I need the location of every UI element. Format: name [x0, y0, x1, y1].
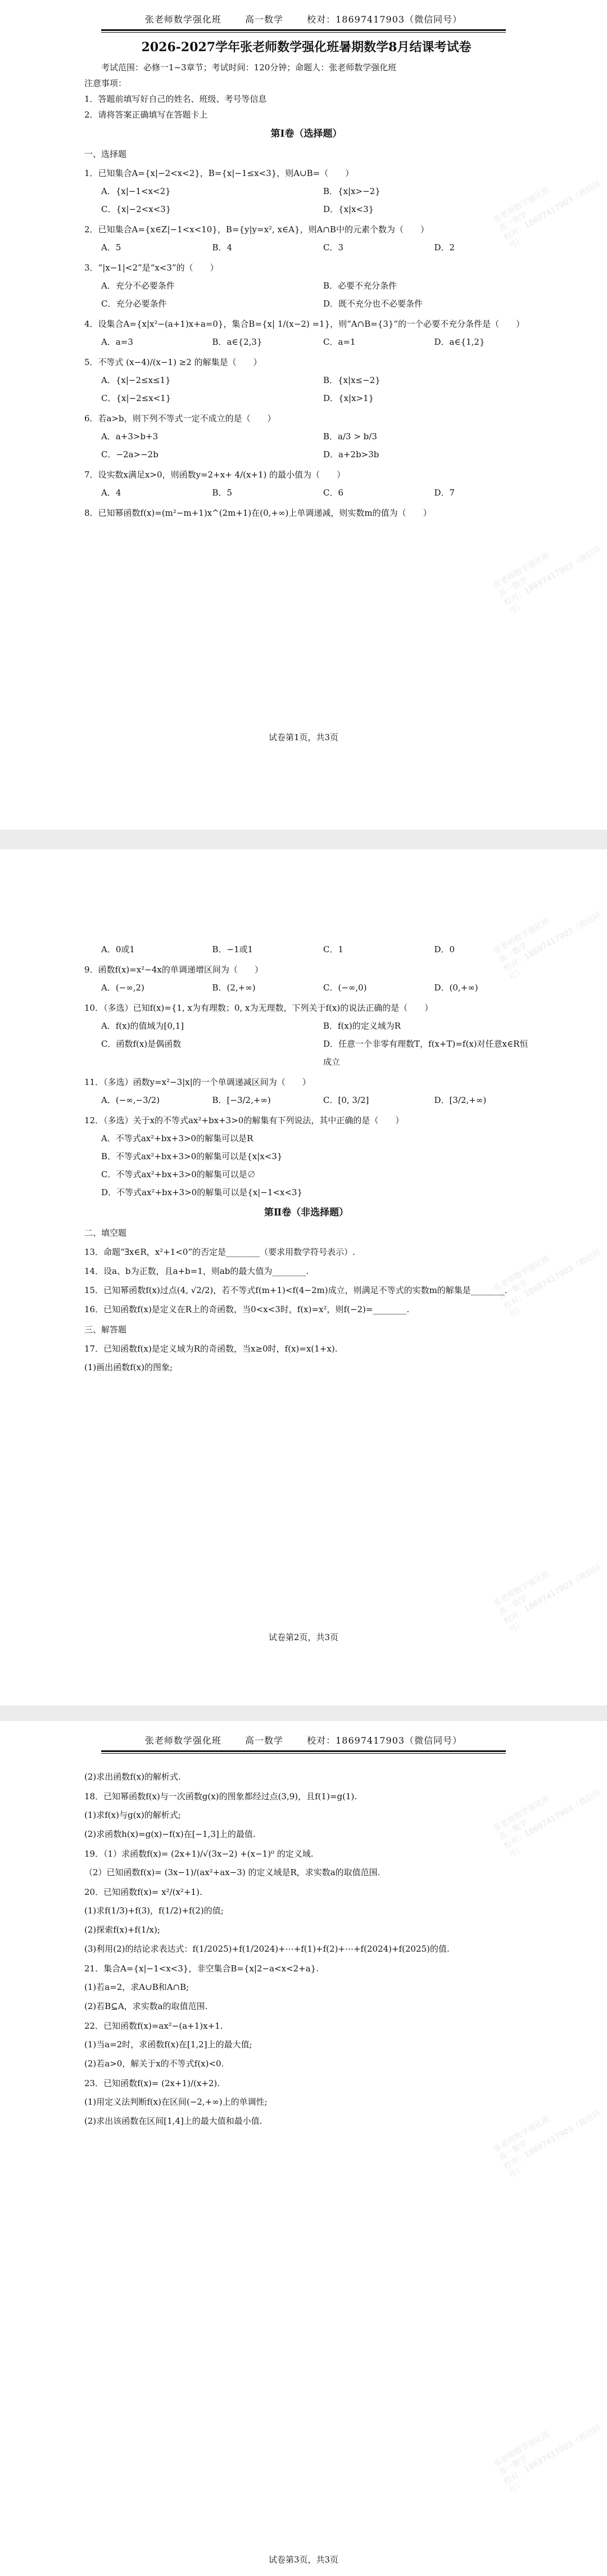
question-17-part-1: (1)画出函数f(x)的图象; — [84, 1362, 173, 1372]
watermark: 张老师数学强化班 高一数学 校对：18697417903（微信同号） — [492, 1562, 603, 1635]
option: C．(−∞,0) — [323, 983, 367, 993]
header-rule-thin — [101, 1753, 506, 1754]
question-23-part-1: (1)用定义法判断f(x)在区间(−2,+∞)上的单调性; — [84, 2097, 268, 2107]
option: A．{x|−1<x<2} — [101, 186, 171, 196]
option: A．0或1 — [101, 944, 135, 954]
option: C．函数f(x)是偶函数 — [101, 1039, 182, 1049]
option: B．4 — [212, 242, 233, 253]
question-19-part-2: （2）已知函数f(x)= (3x−1)/(ax²+ax−3) 的定义域是R，求实数a的取值范围. — [84, 1867, 380, 1877]
option: B．不等式ax²+bx+3>0的解集可以是{x|x<3} — [101, 1151, 283, 1161]
question-5-options — [84, 371, 528, 407]
option: B．f(x)的定义域为R — [323, 1021, 401, 1031]
question-23-part-2: (2)求出该函数在区间[1,4]上的最大值和最小值. — [84, 2116, 262, 2126]
question-18-part-2: (2)求函数h(x)=g(x)−f(x)在[−1,3]上的最值. — [84, 1829, 256, 1839]
question-21-part-1: (1)若a=2，求A∪B和A∩B; — [84, 1982, 189, 1992]
question-17: 17．已知函数f(x)是定义域为R的奇函数，当x≥0时，f(x)=x(1+x). — [84, 1344, 338, 1354]
option: A．a=3 — [101, 337, 133, 347]
question-10: 10．（多选）已知f(x)={1, x为有理数；0, x为无理数，下列关于f(x)的说法正确的是（ ） — [84, 1003, 433, 1013]
option: B．[−3/2,+∞) — [212, 1095, 271, 1105]
question-7: 7．设实数x满足x>0，则函数y=2+x+ 4/(x+1) 的最小值为（ ） — [84, 470, 346, 480]
question-15: 15．已知幂函数f(x)过点(4, √2/2)，若不等式f(m+1)<f(4−2m)成立，则满足不等式的实数m的解集是________. — [84, 1285, 508, 1295]
question-3-options — [84, 277, 528, 313]
option: D．a+2b>3b — [323, 449, 379, 460]
option: A．f(x)的值域为[0,1] — [101, 1021, 184, 1031]
question-5: 5．不等式 (x−4)/(x−1) ≥2 的解集是（ ） — [84, 357, 262, 367]
question-8: 8．已知幂函数f(x)=(m²−m+1)x^(2m+1)在(0,+∞)上单调递减，则实数m的值为（ ） — [84, 508, 432, 518]
option: B．−1或1 — [212, 944, 253, 954]
option: D．既不充分也不必要条件 — [323, 299, 423, 309]
question-6: 6．若a>b，则下列不等式一定不成立的是（ ） — [84, 413, 276, 424]
question-8-options — [84, 940, 528, 958]
watermark: 张老师数学强化班 高一数学 校对：18697417903（微信同号） — [492, 2108, 603, 2181]
question-21-part-2: (2)若B⊆A，求实数a的取值范围. — [84, 2001, 208, 2011]
option: D．{x|x>1} — [323, 393, 374, 403]
question-11-options — [84, 1091, 528, 1109]
exam-page-3 — [0, 1721, 607, 2576]
page-1-content — [84, 39, 528, 522]
option: D．任意一个非零有理数T，f(x+T)=f(x)对任意x∈R恒成立 — [323, 1039, 528, 1067]
option: C．不等式ax²+bx+3>0的解集可以是∅ — [101, 1169, 256, 1179]
option: B．a/3 > b/3 — [323, 431, 377, 442]
question-4: 4．设集合A={x|x²−(a+1)x+a=0}，集合B={x| 1/(x−2) =1}，则“A∩B={3}”的一个必要不充分条件是（ ） — [84, 319, 525, 329]
notice-item: 1．答题前填写好自己的姓名、班级、考号等信息 — [84, 94, 267, 104]
option: C．充分必要条件 — [101, 299, 167, 309]
header-right: 校对：18697417903（微信同号） — [307, 1735, 463, 1746]
question-11: 11．（多选）函数y=x²−3|x|的一个单调递减区间为（ ） — [84, 1077, 311, 1087]
watermark: 张老师数学强化班 高一数学 校对：18697417903（微信同号） — [492, 179, 603, 251]
header-left: 张老师数学强化班 — [144, 14, 221, 25]
watermark: 张老师数学强化班 高一数学 校对：18697417903（微信同号） — [492, 910, 603, 983]
option: B．必要不充分条件 — [323, 281, 397, 291]
question-19-part-1: 19．（1）求函数f(x)= (2x+1)/√(3x−2) +(x−1)⁰ 的定义域. — [84, 1849, 314, 1859]
section-fill-title: 二、填空题 — [84, 1228, 127, 1238]
question-20-part-1: (1)求f(1/3)+f(3)，f(1/2)+f(2)的值; — [84, 1906, 224, 1916]
option: D．[3/2,+∞) — [434, 1095, 487, 1105]
watermark: 张老师数学强化班 高一数学 校对：18697417903（微信同号） — [492, 544, 603, 617]
exam-page-1 — [0, 0, 607, 830]
question-1: 1．已知集合A={x|−2<x<2}，B={x|−1≤x<3}，则A∪B=（ ） — [84, 168, 354, 178]
option: A．4 — [101, 488, 121, 498]
page-header — [0, 12, 607, 25]
exam-title: 2026-2027学年张老师数学强化班暑期数学8月结课考试卷 — [141, 40, 472, 55]
option: D．2 — [434, 242, 455, 253]
option: A．(−∞,−3/2) — [101, 1095, 160, 1105]
watermark: 张老师数学强化班 高一数学 校对：18697417903（微信同号） — [492, 2423, 603, 2496]
question-12: 12．（多选）关于x的不等式ax²+bx+3>0的解集有下列说法，其中正确的是（ ） — [84, 1115, 404, 1125]
question-10-options — [84, 1017, 528, 1071]
option: A．(−∞,2) — [101, 983, 144, 993]
question-4-options — [84, 333, 528, 351]
question-21: 21．集合A={x|−1<x<3}，非空集合B={x|2−a<x<2+a}. — [84, 1963, 319, 1974]
option: A．5 — [101, 242, 121, 253]
watermark: 张老师数学强化班 高一数学 校对：18697417903（微信同号） — [492, 1787, 603, 1860]
question-2-options — [84, 238, 528, 256]
page-footer: 试卷第3页，共3页 — [268, 2555, 339, 2565]
option: C．−2a>−2b — [101, 449, 158, 460]
option: A．a+3>b+3 — [101, 431, 158, 442]
header-mid: 高一数学 — [245, 1735, 284, 1746]
question-17-part-2: (2)求出函数f(x)的解析式. — [84, 1772, 181, 1782]
option: D．7 — [434, 488, 455, 498]
option: C．3 — [323, 242, 344, 253]
header-right: 校对：18697417903（微信同号） — [307, 14, 463, 25]
option: C．1 — [323, 944, 344, 954]
option: A．不等式ax²+bx+3>0的解集可以是R — [101, 1133, 253, 1143]
notice-item: 2．请将答案正确填写在答题卡上 — [84, 110, 208, 120]
option: B．a∈{2,3} — [212, 337, 262, 347]
question-18-part-1: (1)求f(x)与g(x)的解析式; — [84, 1810, 181, 1820]
option: C．{x|−2≤x<1} — [101, 393, 171, 403]
question-13: 13．命题“∃x∈R，x²+1<0”的否定是________（要求用数学符号表示）. — [84, 1247, 355, 1257]
option: D．a∈{1,2} — [434, 337, 485, 347]
page-2-content — [84, 939, 528, 1378]
question-18: 18．已知幂函数f(x)与一次函数g(x)的图象都经过点(3,9)，且f(1)=g(1). — [84, 1791, 357, 1802]
header-left: 张老师数学强化班 — [144, 1735, 221, 1746]
option: D．{x|x<3} — [323, 204, 374, 214]
question-3: 3．“|x−1|<2”是“x<3”的（ ） — [84, 263, 219, 273]
question-22-part-2: (2)若a>0，解关于x的不等式f(x)<0. — [84, 2059, 224, 2069]
volume-1-title: 第Ⅰ卷（选择题） — [270, 128, 342, 139]
page-footer: 试卷第1页，共3页 — [268, 732, 339, 742]
question-20: 20．已知函数f(x)= x²/(x²+1). — [84, 1887, 202, 1897]
header-rule — [101, 29, 506, 31]
question-22: 22．已知函数f(x)=ax²−(a+1)x+1. — [84, 2021, 223, 2031]
notice-title: 注意事项： — [84, 78, 127, 88]
question-2: 2．已知集合A={x∈Z|−1<x<10}，B={y|y=x², x∈A}，则A∩B中的元素个数为（ ） — [84, 224, 429, 235]
option: C．a=1 — [323, 337, 356, 347]
exam-page-2 — [0, 849, 607, 1705]
question-20-part-3: (3)利用(2)的结论求表达式：f(1/2025)+f(1/2024)+⋯+f(1)+f(2)+⋯+f(2024)+f(2025)的值. — [84, 1944, 450, 1954]
page-3-content — [84, 1766, 528, 2132]
question-6-options — [84, 427, 528, 463]
header-rule — [101, 1750, 506, 1752]
question-20-part-2: (2)探索f(x)+f(1/x); — [84, 1925, 160, 1935]
option: D．(0,+∞) — [434, 983, 478, 993]
watermark: 张老师数学强化班 高一数学 校对：18697417903（微信同号） — [492, 1248, 603, 1320]
volume-2-title: 第Ⅱ卷（非选择题） — [264, 1207, 349, 1218]
question-7-options — [84, 484, 528, 502]
option: B．5 — [212, 488, 233, 498]
question-12-options — [84, 1129, 528, 1201]
option: B．{x|x>−2} — [323, 186, 380, 196]
option: B．{x|x≤−2} — [323, 375, 380, 385]
question-22-part-1: (1)当a=2时，求函数f(x)在[1,2]上的最大值; — [84, 2039, 252, 2050]
option: D．不等式ax²+bx+3>0的解集可以是{x|−1<x<3} — [101, 1187, 303, 1197]
question-9-options — [84, 979, 528, 997]
question-16: 16．已知函数f(x)是定义在R上的奇函数，当0<x<3时，f(x)=x²，则f(−2)=________. — [84, 1304, 410, 1314]
question-14: 14．设a、b为正数，且a+b=1，则ab的最大值为________. — [84, 1266, 309, 1276]
section-choice-title: 一、选择题 — [84, 149, 127, 159]
option: B．(2,+∞) — [212, 983, 256, 993]
option: C．[0, 3/2] — [323, 1095, 369, 1105]
option: C．6 — [323, 488, 344, 498]
option: A．{x|−2≤x≤1} — [101, 375, 171, 385]
option: D．0 — [434, 944, 455, 954]
question-1-options — [84, 182, 528, 218]
option: A．充分不必要条件 — [101, 281, 175, 291]
section-solve-title: 三、解答题 — [84, 1325, 127, 1335]
header-mid: 高一数学 — [245, 14, 284, 25]
question-9: 9．函数f(x)=x²−4x的单调递增区间为（ ） — [84, 965, 263, 975]
exam-info: 考试范围：必修一1~3章节；考试时间：120分钟；命题人：张老师数学强化班 — [101, 62, 397, 73]
option: C．{x|−2<x<3} — [101, 204, 171, 214]
page-footer: 试卷第2页，共3页 — [268, 1632, 339, 1642]
question-23: 23．已知函数f(x)= (2x+1)/(x+2). — [84, 2078, 220, 2088]
page-header — [0, 1733, 607, 1746]
header-rule-thin — [101, 32, 506, 33]
